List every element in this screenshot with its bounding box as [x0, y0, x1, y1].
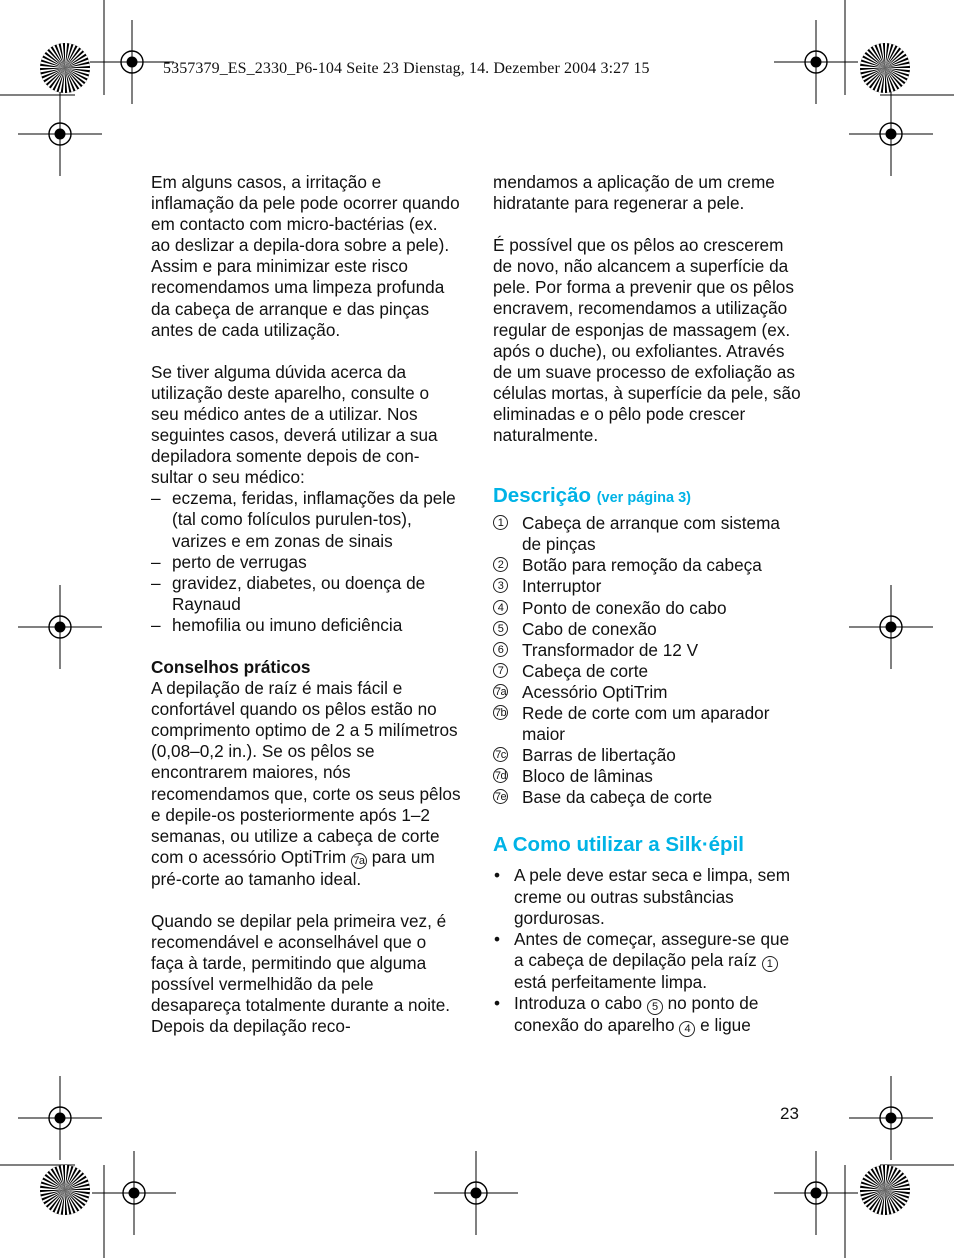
part-number-badge: 7d [494, 770, 507, 783]
part-number-badge: 1 [762, 956, 778, 972]
part-number-badge: 4 [679, 1021, 695, 1037]
list-item [493, 640, 803, 661]
crosshair-left-top [18, 92, 102, 176]
part-label: Acessório OptiTrim [522, 681, 668, 702]
part-label: Barras de libertação [522, 745, 676, 766]
list-item [493, 929, 803, 993]
part-number-badge: 7 [493, 663, 508, 678]
part-number-badge: 7a [494, 685, 507, 698]
list-item: – eczema, feridas, inflamações da pele (tal como folículos purulen-tos), varizes e em zonas de sinais [151, 488, 461, 551]
tips-text-end: para um pré-corte ao tamanho ideal. [151, 846, 435, 889]
page-number: 23 [780, 1104, 799, 1123]
left-column [151, 172, 461, 1037]
list-item [493, 576, 803, 597]
list-item: • A pele deve estar seca e limpa, sem creme ou outras substâncias gordurosas. [493, 865, 803, 928]
crosshair-right-top [849, 92, 933, 176]
part-number-badge: 4 [493, 600, 508, 615]
crosshair-left-mid [18, 585, 102, 669]
step-text: Antes de começar, assegure-se que a cabeça de depilação pela raíz [514, 928, 790, 970]
step-text-end: e ligue [700, 1014, 751, 1035]
list-item [493, 766, 803, 787]
ingrown-hair-paragraph: É possível que os pêlos ao crescerem de novo, não alcancem a superfície da pele. Por forma a prevenir que os pêlos encravem, recomendamos a utilização regular de esponjas de massagem (ex. após o duche), ou exfoliantes. Através de um suave processo de exfoliação as células mortas, à superfície da pele, são eliminadas e o pêlo pode crescer naturalmente. [493, 235, 801, 446]
list-item [493, 682, 803, 703]
crosshair-bottom-2 [434, 1151, 518, 1235]
tips-paragraph [151, 678, 461, 890]
first-use-paragraph: Quando se depilar pela primeira vez, é recomendável e aconselhável que o faça à tarde, permitindo que alguma possível vermelhidão da pele desapareça totalmente durante a noite. Depois da depilação reco- [151, 910, 451, 1037]
list-item [493, 993, 803, 1037]
tips-heading: Conselhos práticos [151, 656, 311, 677]
part-label: Cabeça de corte [522, 660, 649, 681]
part-number-badge: 2 [493, 557, 508, 572]
part-label: Ponto de conexão do cabo [522, 597, 727, 618]
step-text-end: está perfeitamente limpa. [514, 971, 707, 992]
list-item [493, 619, 803, 640]
list-item [493, 598, 803, 619]
part-number-badge: 7e [494, 791, 507, 804]
list-item [493, 787, 803, 808]
usage-heading: A Como utilizar a Silk·épil [493, 833, 744, 857]
part-label: Base da cabeça de corte [522, 787, 713, 808]
part-label: Rede de corte com um aparador maior [522, 702, 770, 745]
part-number-badge: 7a [351, 853, 367, 869]
contraindications-list [151, 488, 461, 636]
tips-text: A depilação de raíz é mais fácil e confortável quando os pêlos estão no comprimento optimo de 2 a 5 milímetros (0,08–0,2 in.). Se os pêlos se encontrarem maiores, nós recomendamos que, corte os seus pêlos e depile-os posteriormente após 1–2 semanas, ou utilize a cabeça de corte com o acessório OptiTrim [151, 678, 461, 867]
part-label: Bloco de lâminas [522, 766, 653, 787]
step-text-mid: no ponto de conexão do aparelho [514, 992, 759, 1035]
part-label: Cabo de conexão [522, 618, 657, 639]
description-heading [493, 483, 803, 511]
description-title: Descrição [493, 484, 592, 508]
part-number-badge: 7c [493, 747, 508, 762]
list-item: – gravidez, diabetes, ou doença de Raynaud [151, 573, 461, 615]
part-label: Interruptor [522, 576, 602, 597]
list-item: – perto de verrugas [151, 552, 461, 573]
page-reference: (ver página 3) [596, 490, 691, 507]
part-label: Transformador de 12 V [522, 639, 699, 660]
print-imprint-line: 5357379_ES_2330_P6-104 Seite 23 Dienstag, 14. Dezember 2004 3:27 15 [163, 60, 650, 77]
crosshair-right-mid [849, 585, 933, 669]
moisturizer-paragraph: mendamos a aplicação de um creme hidratante para regenerar a pele. [493, 172, 775, 214]
part-label: Botão para remoção da cabeça [522, 555, 762, 576]
parts-list [493, 513, 803, 808]
part-number-badge: 7b [494, 706, 507, 719]
part-label: Cabeça de arranque com sistema de pinças [522, 513, 780, 555]
doctor-advice-paragraph: Se tiver alguma dúvida acerca da utilização deste aparelho, consulte o seu médico antes de a utilizar. Nos seguintes casos, deverá utilizar a sua depiladora somente depois de con-sultar o seu médico: [151, 361, 438, 488]
step-text: Introduza o cabo [514, 992, 643, 1013]
crosshair-right-bottom [849, 1076, 933, 1160]
hygiene-paragraph: Em alguns casos, a irritação e inflamação da pele pode ocorrer quando em contacto com micro-bactérias (ex. ao deslizar a depila-dora sobre a pele). Assim e para minimizar este risco recomendamos uma limpeza profunda da cabeça de arranque e das pinças antes de cada utilização. [151, 172, 460, 340]
right-column [493, 172, 803, 1037]
part-number-badge: 3 [493, 578, 508, 593]
crosshair-left-bottom [18, 1076, 102, 1160]
list-item [493, 703, 803, 745]
usage-steps-list [493, 865, 803, 1036]
crosshair-top-1 [90, 20, 174, 104]
list-item [493, 555, 803, 576]
part-number-badge: 6 [493, 642, 508, 657]
crosshair-bottom-1 [92, 1151, 176, 1235]
list-item [493, 661, 803, 682]
list-item [493, 513, 803, 555]
part-number-badge: 1 [493, 515, 508, 530]
part-number-badge: 5 [493, 621, 508, 636]
part-number-badge: 5 [647, 999, 663, 1015]
list-item: – hemofilia ou imuno deficiência [151, 615, 461, 636]
list-item [493, 745, 803, 766]
